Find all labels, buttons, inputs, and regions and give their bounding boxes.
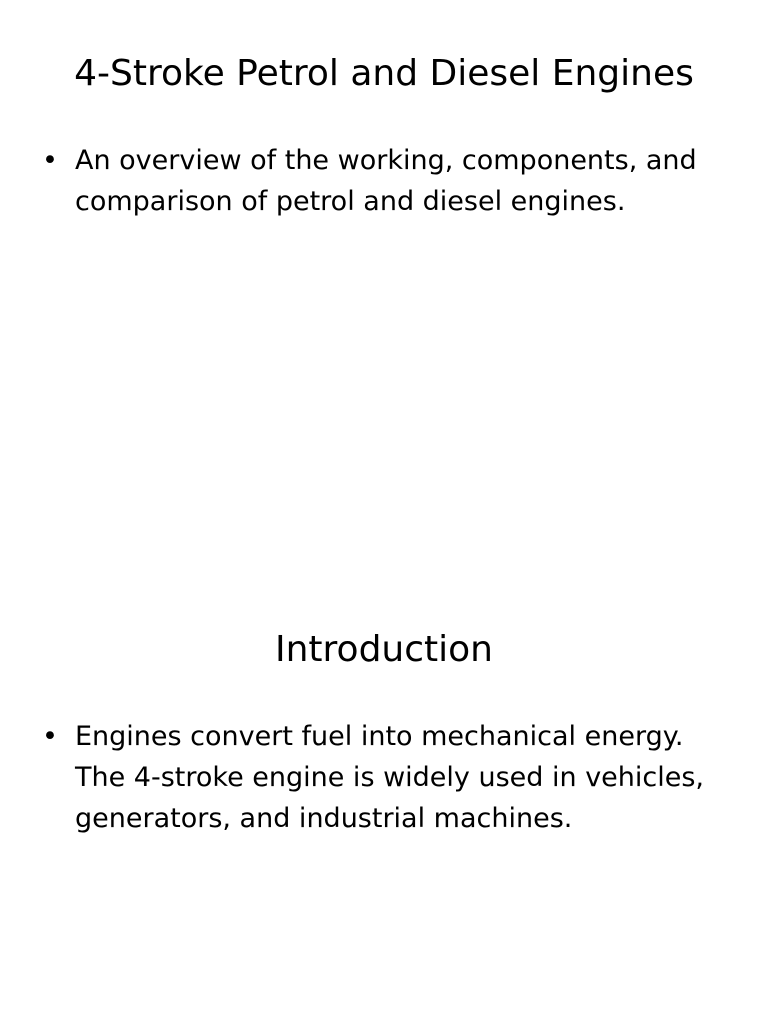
bullet-text: Engines convert fuel into mechanical energy. The 4-stroke engine is widely used in vehicles, generators, and industrial machines. xyxy=(75,721,705,834)
slide-title: 4-Stroke Petrol and Diesel Engines xyxy=(74,53,694,94)
bullet-item xyxy=(42,716,732,839)
bullet-dot-icon: • xyxy=(42,145,58,176)
bullet-dot-icon: • xyxy=(42,721,58,752)
bullet-list xyxy=(42,140,732,222)
slide-title: Introduction xyxy=(274,629,493,670)
bullet-list xyxy=(42,716,732,839)
bullet-text: An overview of the working, components, and comparison of petrol and diesel engines. xyxy=(75,145,697,217)
bullet-item xyxy=(42,140,732,222)
slide-introduction xyxy=(0,576,768,1024)
